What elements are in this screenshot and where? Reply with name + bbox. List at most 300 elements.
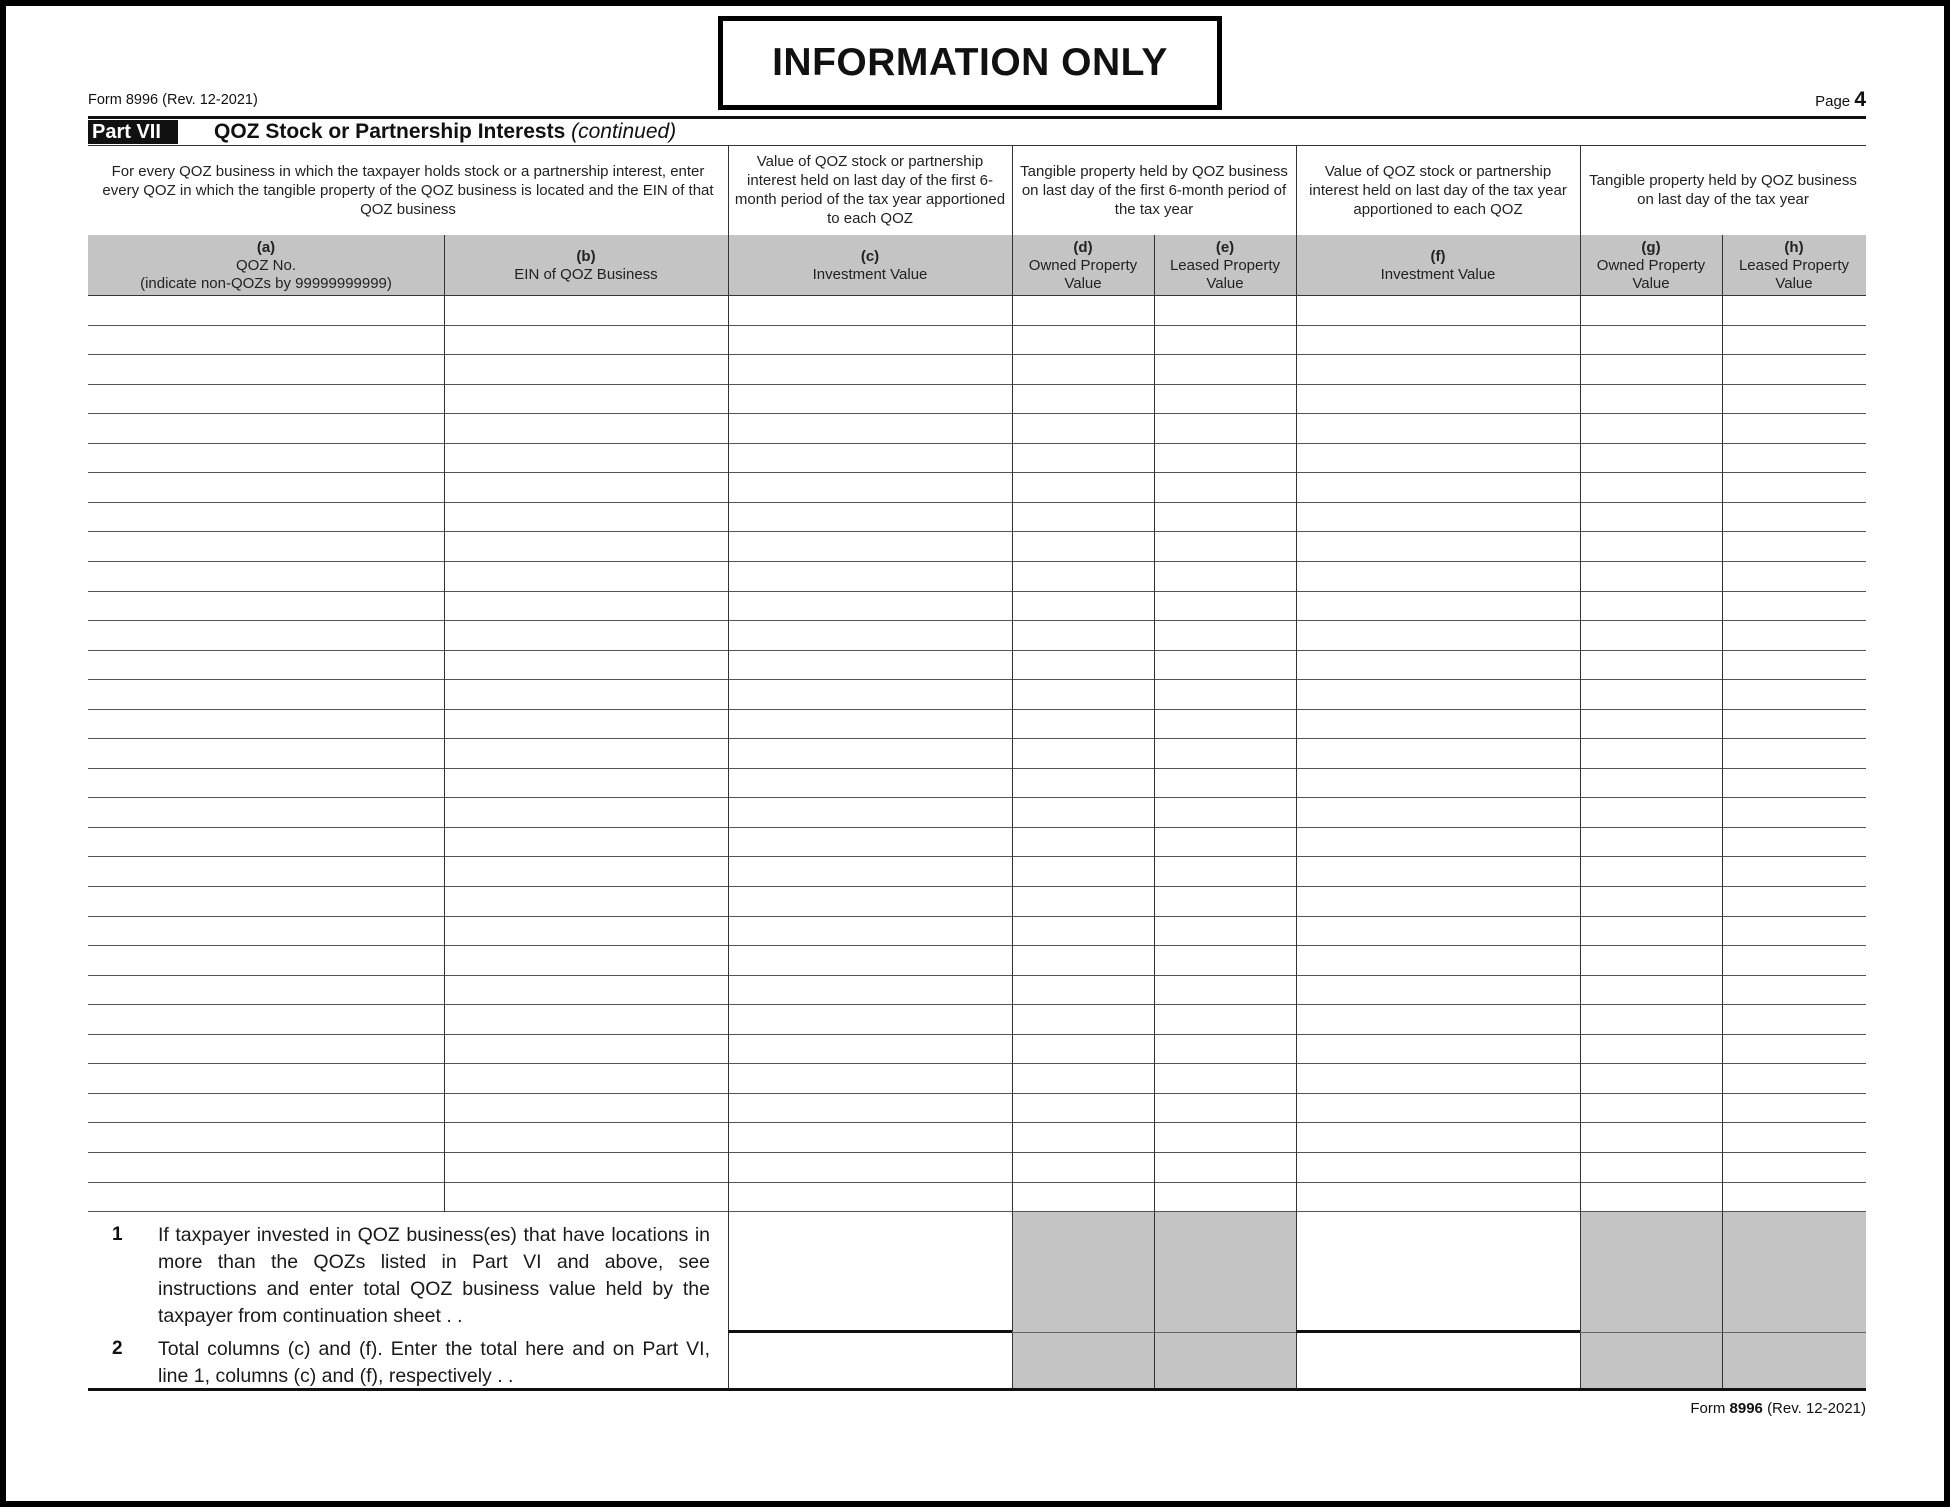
cell-g-row-20[interactable] (1581, 858, 1721, 886)
cell-e-row-2[interactable] (1155, 327, 1295, 355)
cell-h-row-26[interactable] (1723, 1036, 1865, 1064)
cell-g-row-13[interactable] (1581, 652, 1721, 680)
cell-g-row-17[interactable] (1581, 770, 1721, 798)
cell-d-row-19[interactable] (1013, 829, 1153, 857)
cell-e-row-11[interactable] (1155, 593, 1295, 621)
cell-h-row-15[interactable] (1723, 711, 1865, 739)
cell-e-row-17[interactable] (1155, 770, 1295, 798)
cell-f-row-19[interactable] (1297, 829, 1579, 857)
cell-g-row-16[interactable] (1581, 740, 1721, 768)
cell-f-row-6[interactable] (1297, 445, 1579, 473)
cell-d-row-7[interactable] (1013, 474, 1153, 502)
cell-f-row-5[interactable] (1297, 415, 1579, 443)
cell-e-row-31[interactable] (1155, 1184, 1295, 1212)
cell-g-row-1[interactable] (1581, 297, 1721, 325)
cell-e-row-12[interactable] (1155, 622, 1295, 650)
column-divider (1580, 145, 1581, 1388)
cell-h-row-24[interactable] (1723, 977, 1865, 1005)
cell-e-row-23[interactable] (1155, 947, 1295, 975)
cell-h-row-8[interactable] (1723, 504, 1865, 532)
cell-g-row-31[interactable] (1581, 1184, 1721, 1212)
cell-e-row-24[interactable] (1155, 977, 1295, 1005)
row-rule (88, 1034, 1866, 1035)
cell-b-row-18[interactable] (445, 799, 727, 827)
cell-c-row-19[interactable] (729, 829, 1011, 857)
cell-d-row-16[interactable] (1013, 740, 1153, 768)
cell-c-row-26[interactable] (729, 1036, 1011, 1064)
cell-a-row-26[interactable] (89, 1036, 443, 1064)
cell-f-row-13[interactable] (1297, 652, 1579, 680)
cell-e-row-15[interactable] (1155, 711, 1295, 739)
cell-a-row-18[interactable] (89, 799, 443, 827)
cell-c-row-5[interactable] (729, 415, 1011, 443)
cell-h-row-31[interactable] (1723, 1184, 1865, 1212)
row-rule (88, 591, 1866, 592)
cell-b-row-1[interactable] (445, 297, 727, 325)
cell-h-row-16[interactable] (1723, 740, 1865, 768)
group-header: Value of QOZ stock or partnership interest held on last day of the tax year apportioned to each QOZ (1309, 162, 1567, 218)
cell-h-row-14[interactable] (1723, 681, 1865, 709)
cell-e-row-3[interactable] (1155, 356, 1295, 384)
cell-g-row-15[interactable] (1581, 711, 1721, 739)
cell-a-row-5[interactable] (89, 415, 443, 443)
cell-h-row-22[interactable] (1723, 918, 1865, 946)
cell-a-row-13[interactable] (89, 652, 443, 680)
cell-d-row-26[interactable] (1013, 1036, 1153, 1064)
cell-d-row-14[interactable] (1013, 681, 1153, 709)
cell-c-row-27[interactable] (729, 1065, 1011, 1093)
cell-a-row-25[interactable] (89, 1006, 443, 1034)
cell-b-row-31[interactable] (445, 1184, 727, 1212)
cell-f-row-12[interactable] (1297, 622, 1579, 650)
cell-d-row-3[interactable] (1013, 356, 1153, 384)
line-1-c-input[interactable] (730, 1215, 1010, 1329)
cell-c-row-20[interactable] (729, 858, 1011, 886)
cell-b-row-13[interactable] (445, 652, 727, 680)
cell-e-row-14[interactable] (1155, 681, 1295, 709)
cell-a-row-17[interactable] (89, 770, 443, 798)
cell-f-row-7[interactable] (1297, 474, 1579, 502)
cell-h-row-27[interactable] (1723, 1065, 1865, 1093)
cell-b-row-3[interactable] (445, 356, 727, 384)
row-rule (88, 1004, 1866, 1005)
cell-h-row-25[interactable] (1723, 1006, 1865, 1034)
header-rule (88, 116, 1866, 119)
line-1-f-input[interactable] (1298, 1215, 1578, 1329)
cell-c-row-30[interactable] (729, 1154, 1011, 1182)
cell-a-row-8[interactable] (89, 504, 443, 532)
cell-c-row-24[interactable] (729, 977, 1011, 1005)
form-id-header: Form 8996 (Rev. 12-2021) (88, 92, 258, 108)
cell-f-row-16[interactable] (1297, 740, 1579, 768)
cell-g-row-9[interactable] (1581, 533, 1721, 561)
cell-g-row-29[interactable] (1581, 1124, 1721, 1152)
cell-f-row-25[interactable] (1297, 1006, 1579, 1034)
cell-c-row-15[interactable] (729, 711, 1011, 739)
cell-f-row-8[interactable] (1297, 504, 1579, 532)
cell-d-row-11[interactable] (1013, 593, 1153, 621)
cell-g-row-7[interactable] (1581, 474, 1721, 502)
cell-g-row-27[interactable] (1581, 1065, 1721, 1093)
row-rule (88, 443, 1866, 444)
cell-a-row-30[interactable] (89, 1154, 443, 1182)
cell-e-row-28[interactable] (1155, 1095, 1295, 1123)
page-number-value: 4 (1854, 88, 1866, 111)
shaded-cell (1723, 1212, 1866, 1388)
cell-b-row-24[interactable] (445, 977, 727, 1005)
cell-a-row-10[interactable] (89, 563, 443, 591)
column-label: Leased Property (1738, 256, 1850, 274)
row-rule (88, 1152, 1866, 1153)
cell-f-row-22[interactable] (1297, 918, 1579, 946)
cell-f-row-23[interactable] (1297, 947, 1579, 975)
cell-b-row-19[interactable] (445, 829, 727, 857)
cell-h-row-29[interactable] (1723, 1124, 1865, 1152)
cell-h-row-4[interactable] (1723, 386, 1865, 414)
cell-c-row-25[interactable] (729, 1006, 1011, 1034)
cell-c-row-18[interactable] (729, 799, 1011, 827)
cell-d-row-13[interactable] (1013, 652, 1153, 680)
cell-c-row-2[interactable] (729, 327, 1011, 355)
cell-b-row-8[interactable] (445, 504, 727, 532)
cell-a-row-9[interactable] (89, 533, 443, 561)
cell-d-row-27[interactable] (1013, 1065, 1153, 1093)
cell-f-row-1[interactable] (1297, 297, 1579, 325)
cell-g-row-28[interactable] (1581, 1095, 1721, 1123)
column-label: Owned Property (1596, 256, 1706, 274)
line-2-f-input[interactable] (1298, 1335, 1578, 1385)
cell-f-row-17[interactable] (1297, 770, 1579, 798)
cell-d-row-23[interactable] (1013, 947, 1153, 975)
cell-a-row-22[interactable] (89, 918, 443, 946)
cell-c-row-29[interactable] (729, 1124, 1011, 1152)
column-header-h (1722, 235, 1866, 296)
part-title-text: QOZ Stock or Partnership Interests (214, 120, 566, 143)
cell-b-row-22[interactable] (445, 918, 727, 946)
cell-d-row-31[interactable] (1013, 1184, 1153, 1212)
cell-g-row-26[interactable] (1581, 1036, 1721, 1064)
page-label: Page (1815, 93, 1851, 110)
cell-c-row-3[interactable] (729, 356, 1011, 384)
cell-d-row-5[interactable] (1013, 415, 1153, 443)
cell-e-row-13[interactable] (1155, 652, 1295, 680)
information-only-banner: INFORMATION ONLY (718, 16, 1222, 110)
cell-g-row-5[interactable] (1581, 415, 1721, 443)
cell-d-row-24[interactable] (1013, 977, 1153, 1005)
cell-g-row-21[interactable] (1581, 888, 1721, 916)
cell-d-row-12[interactable] (1013, 622, 1153, 650)
cell-a-row-24[interactable] (89, 977, 443, 1005)
cell-h-row-30[interactable] (1723, 1154, 1865, 1182)
column-label: Owned Property (1028, 256, 1138, 274)
cell-f-row-2[interactable] (1297, 327, 1579, 355)
cell-b-row-17[interactable] (445, 770, 727, 798)
cell-e-row-6[interactable] (1155, 445, 1295, 473)
cell-g-row-11[interactable] (1581, 593, 1721, 621)
cell-a-row-16[interactable] (89, 740, 443, 768)
cell-f-row-20[interactable] (1297, 858, 1579, 886)
cell-h-row-12[interactable] (1723, 622, 1865, 650)
cell-g-row-22[interactable] (1581, 918, 1721, 946)
cell-h-row-9[interactable] (1723, 533, 1865, 561)
cell-a-row-31[interactable] (89, 1184, 443, 1212)
cell-f-row-11[interactable] (1297, 593, 1579, 621)
cell-d-row-1[interactable] (1013, 297, 1153, 325)
cell-e-row-30[interactable] (1155, 1154, 1295, 1182)
cell-d-row-28[interactable] (1013, 1095, 1153, 1123)
cell-b-row-5[interactable] (445, 415, 727, 443)
cell-c-row-14[interactable] (729, 681, 1011, 709)
cell-f-row-26[interactable] (1297, 1036, 1579, 1064)
cell-f-row-9[interactable] (1297, 533, 1579, 561)
cell-e-row-26[interactable] (1155, 1036, 1295, 1064)
page-number (1815, 88, 1866, 112)
column-divider (1580, 1212, 1581, 1388)
column-header-a (88, 235, 444, 296)
cell-f-row-31[interactable] (1297, 1184, 1579, 1212)
cell-c-row-11[interactable] (729, 593, 1011, 621)
cell-g-row-12[interactable] (1581, 622, 1721, 650)
cell-f-row-29[interactable] (1297, 1124, 1579, 1152)
column-letter: (a) (256, 238, 276, 256)
cell-b-row-20[interactable] (445, 858, 727, 886)
cell-c-row-10[interactable] (729, 563, 1011, 591)
cell-a-row-14[interactable] (89, 681, 443, 709)
row-rule (88, 797, 1866, 798)
column-label: Leased Property (1169, 256, 1281, 274)
cell-b-row-26[interactable] (445, 1036, 727, 1064)
cell-e-row-5[interactable] (1155, 415, 1295, 443)
cell-e-row-18[interactable] (1155, 799, 1295, 827)
column-letter: (c) (860, 247, 880, 265)
cell-a-row-2[interactable] (89, 327, 443, 355)
cell-d-row-8[interactable] (1013, 504, 1153, 532)
column-header-b (444, 235, 728, 296)
cell-h-row-28[interactable] (1723, 1095, 1865, 1123)
cell-c-row-4[interactable] (729, 386, 1011, 414)
cell-f-row-28[interactable] (1297, 1095, 1579, 1123)
cell-b-row-29[interactable] (445, 1124, 727, 1152)
form-footer (1690, 1400, 1866, 1417)
cell-b-row-4[interactable] (445, 386, 727, 414)
cell-c-row-16[interactable] (729, 740, 1011, 768)
cell-d-row-20[interactable] (1013, 858, 1153, 886)
cell-e-row-19[interactable] (1155, 829, 1295, 857)
cell-f-row-4[interactable] (1297, 386, 1579, 414)
row-rule (88, 886, 1866, 887)
cell-d-row-2[interactable] (1013, 327, 1153, 355)
cell-d-row-10[interactable] (1013, 563, 1153, 591)
part-heading (88, 120, 676, 144)
cell-d-row-17[interactable] (1013, 770, 1153, 798)
cell-f-row-10[interactable] (1297, 563, 1579, 591)
cell-b-row-14[interactable] (445, 681, 727, 709)
cell-e-row-29[interactable] (1155, 1124, 1295, 1152)
cell-a-row-19[interactable] (89, 829, 443, 857)
cell-f-row-18[interactable] (1297, 799, 1579, 827)
cell-e-row-16[interactable] (1155, 740, 1295, 768)
cell-e-row-1[interactable] (1155, 297, 1295, 325)
cell-d-row-29[interactable] (1013, 1124, 1153, 1152)
shaded-cell (1013, 1212, 1154, 1388)
cell-c-row-17[interactable] (729, 770, 1011, 798)
cell-h-row-1[interactable] (1723, 297, 1865, 325)
cell-e-row-10[interactable] (1155, 563, 1295, 591)
shaded-cell (1581, 1212, 1722, 1388)
cell-h-row-6[interactable] (1723, 445, 1865, 473)
cell-h-row-10[interactable] (1723, 563, 1865, 591)
cell-c-row-9[interactable] (729, 533, 1011, 561)
cell-g-row-4[interactable] (1581, 386, 1721, 414)
cell-e-row-9[interactable] (1155, 533, 1295, 561)
cell-c-row-13[interactable] (729, 652, 1011, 680)
cell-g-row-25[interactable] (1581, 1006, 1721, 1034)
cell-a-row-29[interactable] (89, 1124, 443, 1152)
cell-b-row-15[interactable] (445, 711, 727, 739)
cell-g-row-30[interactable] (1581, 1154, 1721, 1182)
cell-a-row-21[interactable] (89, 888, 443, 916)
cell-c-row-31[interactable] (729, 1184, 1011, 1212)
cell-g-row-19[interactable] (1581, 829, 1721, 857)
cell-b-row-27[interactable] (445, 1065, 727, 1093)
cell-a-row-6[interactable] (89, 445, 443, 473)
cell-e-row-25[interactable] (1155, 1006, 1295, 1034)
cell-g-row-14[interactable] (1581, 681, 1721, 709)
line-separator (1722, 1332, 1866, 1333)
cell-e-row-21[interactable] (1155, 888, 1295, 916)
part-label: Part VII (88, 120, 178, 144)
cell-f-row-27[interactable] (1297, 1065, 1579, 1093)
column-note: (indicate non-QOZs by 99999999999) (140, 274, 392, 292)
cell-d-row-25[interactable] (1013, 1006, 1153, 1034)
column-divider (1012, 1212, 1013, 1388)
cell-e-row-27[interactable] (1155, 1065, 1295, 1093)
line-2-c-input[interactable] (730, 1335, 1010, 1385)
cell-h-row-21[interactable] (1723, 888, 1865, 916)
cell-a-row-3[interactable] (89, 356, 443, 384)
cell-h-row-18[interactable] (1723, 799, 1865, 827)
cell-h-row-3[interactable] (1723, 356, 1865, 384)
line-separator (1154, 1332, 1296, 1333)
cell-d-row-22[interactable] (1013, 918, 1153, 946)
cell-c-row-12[interactable] (729, 622, 1011, 650)
row-rule (88, 354, 1866, 355)
row-rule (88, 561, 1866, 562)
row-rule (88, 945, 1866, 946)
cell-g-row-8[interactable] (1581, 504, 1721, 532)
cell-b-row-25[interactable] (445, 1006, 727, 1034)
cell-c-row-22[interactable] (729, 918, 1011, 946)
cell-b-row-21[interactable] (445, 888, 727, 916)
group-header: Tangible property held by QOZ business on last day of the tax year (1589, 172, 1857, 208)
cell-a-row-20[interactable] (89, 858, 443, 886)
cell-a-row-12[interactable] (89, 622, 443, 650)
cell-g-row-23[interactable] (1581, 947, 1721, 975)
cell-h-row-5[interactable] (1723, 415, 1865, 443)
cell-e-row-20[interactable] (1155, 858, 1295, 886)
column-note: Value (1064, 274, 1102, 292)
cell-d-row-30[interactable] (1013, 1154, 1153, 1182)
cell-a-row-4[interactable] (89, 386, 443, 414)
cell-d-row-6[interactable] (1013, 445, 1153, 473)
cell-b-row-23[interactable] (445, 947, 727, 975)
row-rule (88, 738, 1866, 739)
cell-e-row-4[interactable] (1155, 386, 1295, 414)
cell-h-row-13[interactable] (1723, 652, 1865, 680)
cell-e-row-22[interactable] (1155, 918, 1295, 946)
cell-a-row-23[interactable] (89, 947, 443, 975)
cell-f-row-15[interactable] (1297, 711, 1579, 739)
cell-g-row-24[interactable] (1581, 977, 1721, 1005)
cell-a-row-1[interactable] (89, 297, 443, 325)
cell-b-row-10[interactable] (445, 563, 727, 591)
cell-a-row-27[interactable] (89, 1065, 443, 1093)
cell-c-row-23[interactable] (729, 947, 1011, 975)
cell-c-row-6[interactable] (729, 445, 1011, 473)
cell-c-row-28[interactable] (729, 1095, 1011, 1123)
cell-f-row-30[interactable] (1297, 1154, 1579, 1182)
cell-f-row-3[interactable] (1297, 356, 1579, 384)
cell-g-row-18[interactable] (1581, 799, 1721, 827)
row-rule (88, 709, 1866, 710)
cell-d-row-4[interactable] (1013, 386, 1153, 414)
cell-c-row-7[interactable] (729, 474, 1011, 502)
cell-b-row-30[interactable] (445, 1154, 727, 1182)
cell-c-row-1[interactable] (729, 297, 1011, 325)
cell-c-row-8[interactable] (729, 504, 1011, 532)
cell-g-row-6[interactable] (1581, 445, 1721, 473)
cell-g-row-10[interactable] (1581, 563, 1721, 591)
cell-g-row-2[interactable] (1581, 327, 1721, 355)
cell-h-row-17[interactable] (1723, 770, 1865, 798)
cell-h-row-11[interactable] (1723, 593, 1865, 621)
cell-d-row-15[interactable] (1013, 711, 1153, 739)
cell-h-row-19[interactable] (1723, 829, 1865, 857)
cell-b-row-9[interactable] (445, 533, 727, 561)
cell-d-row-18[interactable] (1013, 799, 1153, 827)
cell-b-row-7[interactable] (445, 474, 727, 502)
cell-e-row-7[interactable] (1155, 474, 1295, 502)
cell-b-row-12[interactable] (445, 622, 727, 650)
cell-f-row-14[interactable] (1297, 681, 1579, 709)
cell-b-row-28[interactable] (445, 1095, 727, 1123)
cell-b-row-2[interactable] (445, 327, 727, 355)
cell-d-row-9[interactable] (1013, 533, 1153, 561)
cell-b-row-11[interactable] (445, 593, 727, 621)
cell-a-row-15[interactable] (89, 711, 443, 739)
cell-b-row-6[interactable] (445, 445, 727, 473)
cell-a-row-28[interactable] (89, 1095, 443, 1123)
cell-f-row-21[interactable] (1297, 888, 1579, 916)
cell-a-row-11[interactable] (89, 593, 443, 621)
line-2-text: Total columns (c) and (f). Enter the total here and on Part VI, line 1, columns (c) and (f), respectively . . (158, 1338, 710, 1388)
cell-h-row-20[interactable] (1723, 858, 1865, 886)
cell-h-row-7[interactable] (1723, 474, 1865, 502)
shaded-cell (1155, 1212, 1296, 1388)
cell-h-row-2[interactable] (1723, 327, 1865, 355)
cell-h-row-23[interactable] (1723, 947, 1865, 975)
row-rule (88, 768, 1866, 769)
cell-c-row-21[interactable] (729, 888, 1011, 916)
cell-e-row-8[interactable] (1155, 504, 1295, 532)
cell-g-row-3[interactable] (1581, 356, 1721, 384)
cell-b-row-16[interactable] (445, 740, 727, 768)
cell-f-row-24[interactable] (1297, 977, 1579, 1005)
cell-a-row-7[interactable] (89, 474, 443, 502)
column-header-g (1580, 235, 1722, 296)
cell-d-row-21[interactable] (1013, 888, 1153, 916)
column-header-e (1154, 235, 1296, 296)
